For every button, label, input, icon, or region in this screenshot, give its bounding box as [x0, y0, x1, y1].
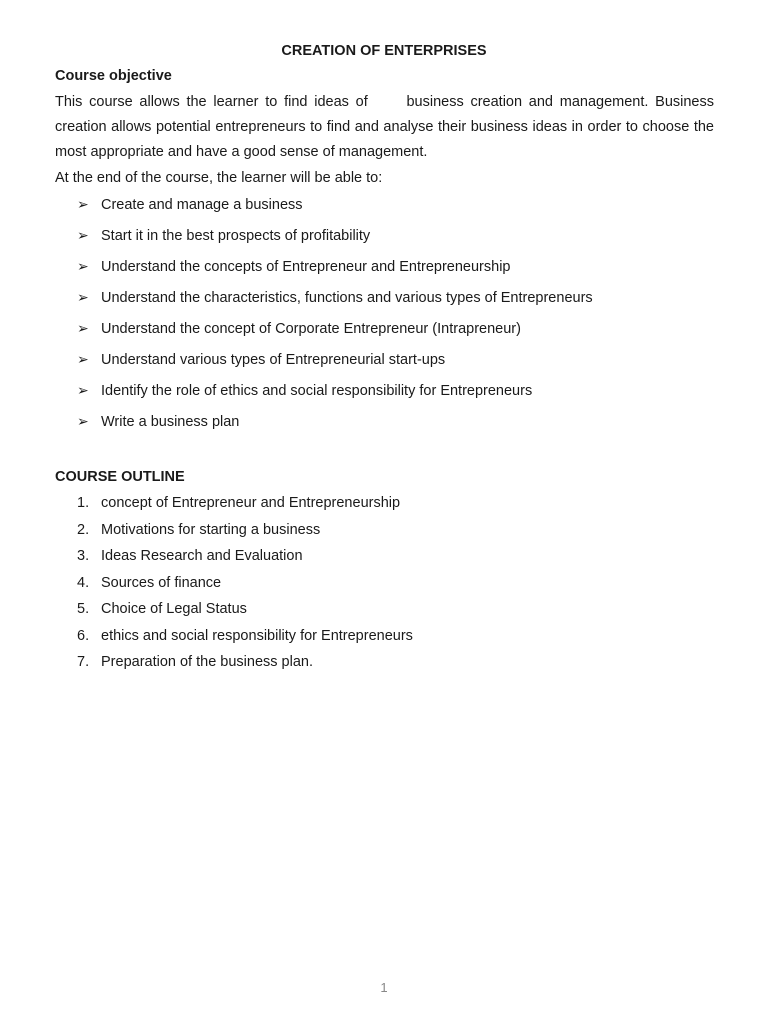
page-number: 1	[380, 980, 388, 995]
list-item	[77, 652, 413, 679]
list-item	[77, 257, 593, 288]
objective-text: Identify the role of ethics and social responsibility for Entrepreneurs	[101, 383, 533, 399]
arrowhead-bullet-icon: ➢	[77, 414, 89, 430]
objective-text: Create and manage a business	[101, 197, 303, 213]
objective-text: Write a business plan	[101, 414, 240, 430]
item-number: 6.	[77, 627, 90, 644]
outline-text: Choice of Legal Status	[101, 601, 247, 617]
list-item	[77, 626, 413, 653]
arrowhead-bullet-icon: ➢	[77, 259, 89, 275]
intro-paragraph	[55, 90, 714, 165]
outline-text: Sources of finance	[101, 574, 222, 591]
list-item	[77, 493, 413, 520]
intro-text-part2: business creation and management. Business creation allows potential entrepreneurs to find and analyse their business ideas in order to choose the most appropriate and have a good sense of management.	[55, 94, 714, 160]
list-item	[77, 195, 593, 226]
arrowhead-bullet-icon: ➢	[77, 321, 89, 337]
outline-list	[77, 493, 413, 679]
list-item	[77, 381, 593, 412]
item-number: 1.	[77, 495, 90, 511]
item-number: 2.	[77, 521, 90, 538]
arrowhead-bullet-icon: ➢	[77, 383, 89, 399]
list-item	[77, 288, 593, 319]
item-number: 7.	[77, 654, 90, 670]
list-item	[77, 226, 593, 257]
arrowhead-bullet-icon: ➢	[77, 197, 89, 213]
end-of-course-line: At the end of the course, the learner will be able to:	[55, 170, 383, 186]
list-item	[77, 573, 413, 600]
objective-heading: Course objective	[55, 68, 172, 84]
outline-text: ethics and social responsibility for Entrepreneurs	[101, 627, 413, 644]
list-item	[77, 599, 413, 626]
objectives-list	[77, 195, 593, 443]
outline-text: concept of Entrepreneur and Entrepreneurship	[101, 495, 401, 511]
objective-text: Understand various types of Entrepreneurial start-ups	[101, 352, 446, 368]
objective-text: Start it in the best prospects of profitability	[101, 228, 371, 244]
item-number: 3.	[77, 548, 90, 564]
outline-heading: COURSE OUTLINE	[55, 469, 185, 485]
document-title: CREATION OF ENTERPRISES	[281, 43, 487, 59]
arrowhead-bullet-icon: ➢	[77, 352, 89, 368]
arrowhead-bullet-icon: ➢	[77, 228, 89, 244]
outline-text: Ideas Research and Evaluation	[101, 548, 303, 564]
list-item	[77, 546, 413, 573]
objective-text: Understand the concepts of Entrepreneur and Entrepreneurship	[101, 259, 511, 275]
item-number: 5.	[77, 601, 90, 617]
list-item	[77, 319, 593, 350]
list-item	[77, 412, 593, 443]
list-item	[77, 350, 593, 381]
outline-text: Motivations for starting a business	[101, 521, 321, 538]
outline-text: Preparation of the business plan.	[101, 654, 313, 670]
arrowhead-bullet-icon: ➢	[77, 290, 89, 306]
item-number: 4.	[77, 574, 90, 591]
objective-text: Understand the characteristics, functions and various types of Entrepreneurs	[101, 290, 593, 306]
list-item	[77, 520, 413, 547]
intro-text-part1: This course allows the learner to find ideas of	[55, 94, 368, 110]
objective-text: Understand the concept of Corporate Entrepreneur (Intrapreneur)	[101, 321, 521, 337]
